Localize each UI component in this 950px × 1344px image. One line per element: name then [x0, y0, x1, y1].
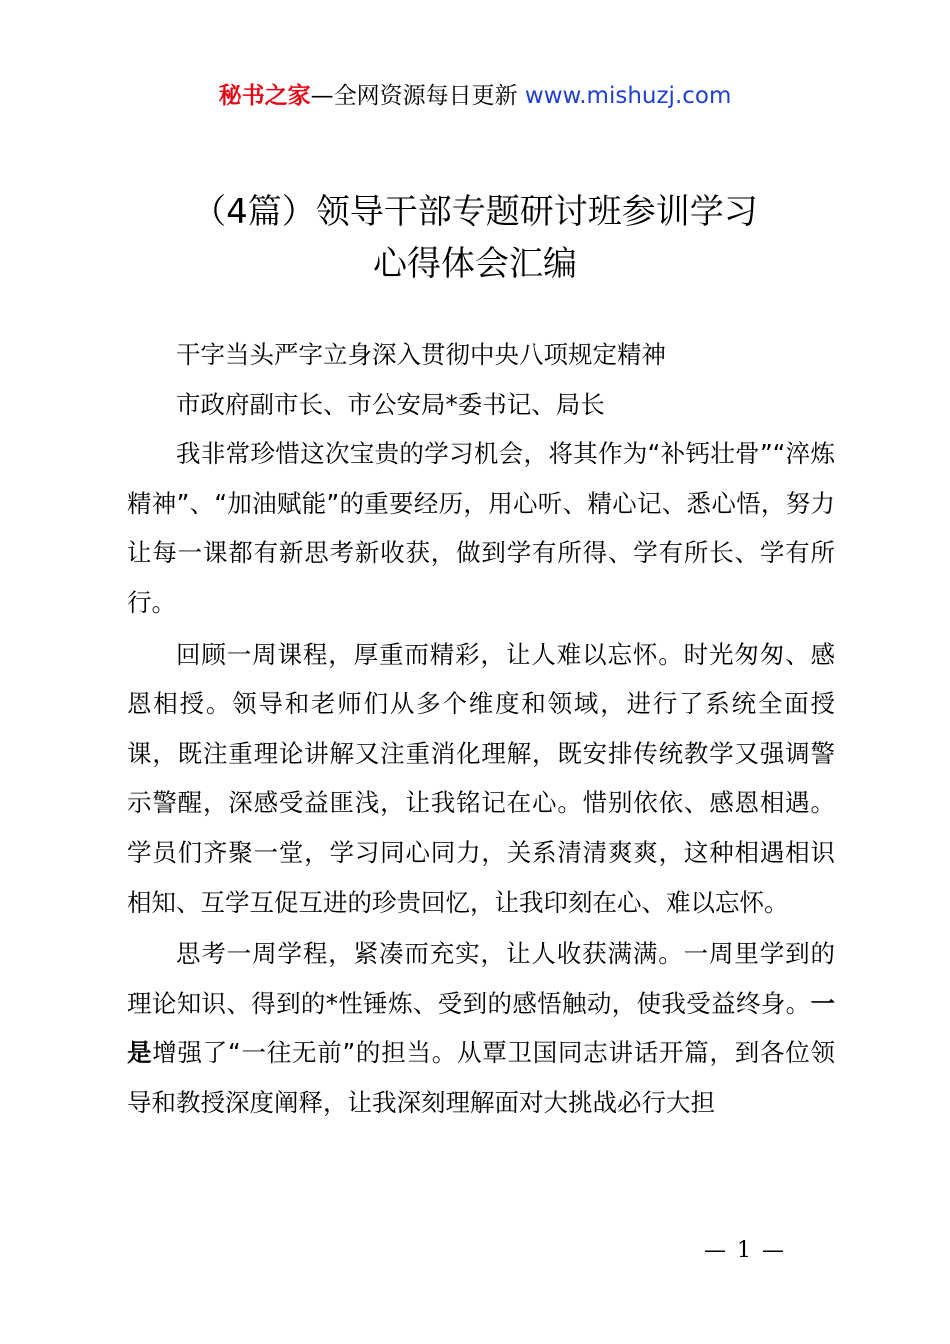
- brand-name: 秘书之家: [218, 83, 311, 109]
- title-line-1: （4篇）领导干部专题研讨班参训学习: [192, 192, 758, 232]
- paragraph-2: 回顾一周课程，厚重而精彩，让人难以忘怀。时光匆匆、感恩相授。领导和老师们从多个维度和领域，进行了系统全面授课，既注重理论讲解又注重消化理解，既安排传统教学又强调警示警醒，深感受益匪浅，让我铭记在心。惜别依依、感恩相遇。学员们齐聚一堂，学习同心同力，关系清清爽爽，这种相遇相识相知、互学互促互进的珍贵回忆，让我印刻在心、难以忘怀。: [127, 639, 835, 917]
- paragraph-1: 我非常珍惜这次宝贵的学习机会，将其作为“补钙壮骨”“淬炼精神”、“加油赋能”的重要经历，用心听、精心记、悉心悟，努力让每一课都有新思考新收获，做到学有所得、学有所长、学有所行。: [127, 439, 835, 617]
- document-title: [0, 186, 950, 290]
- paragraph-3-bold-marker: 一是: [127, 988, 835, 1068]
- title-line-2: 心得体会汇编: [373, 244, 577, 284]
- article-subtitle: 干字当头严字立身深入贯彻中央八项规定精神: [176, 340, 666, 369]
- page-number: — 1 —: [704, 1238, 786, 1263]
- article-author: 市政府副市长、市公安局*委书记、局长: [176, 389, 605, 419]
- document-body: [127, 330, 835, 1128]
- paragraph-3-continued: 增强了“一往无前”的担当。从覃卫国同志讲话开篇，到各位领导和教授深度阐释，让我深刻理解面对大挑战必行大担: [127, 1038, 836, 1117]
- site-url-link[interactable]: www.mishuzj.com: [524, 83, 732, 109]
- header-slogan: —全网资源每日更新: [310, 83, 525, 109]
- paragraph-3: [127, 929, 835, 1127]
- site-header: [0, 80, 950, 112]
- paragraph-3-intro: 思考一周学程，紧凑而充实，让人收获满满。一周里学到的理论知识、得到的*性锤炼、受到的感悟触动，使我受益终身。: [127, 939, 835, 1018]
